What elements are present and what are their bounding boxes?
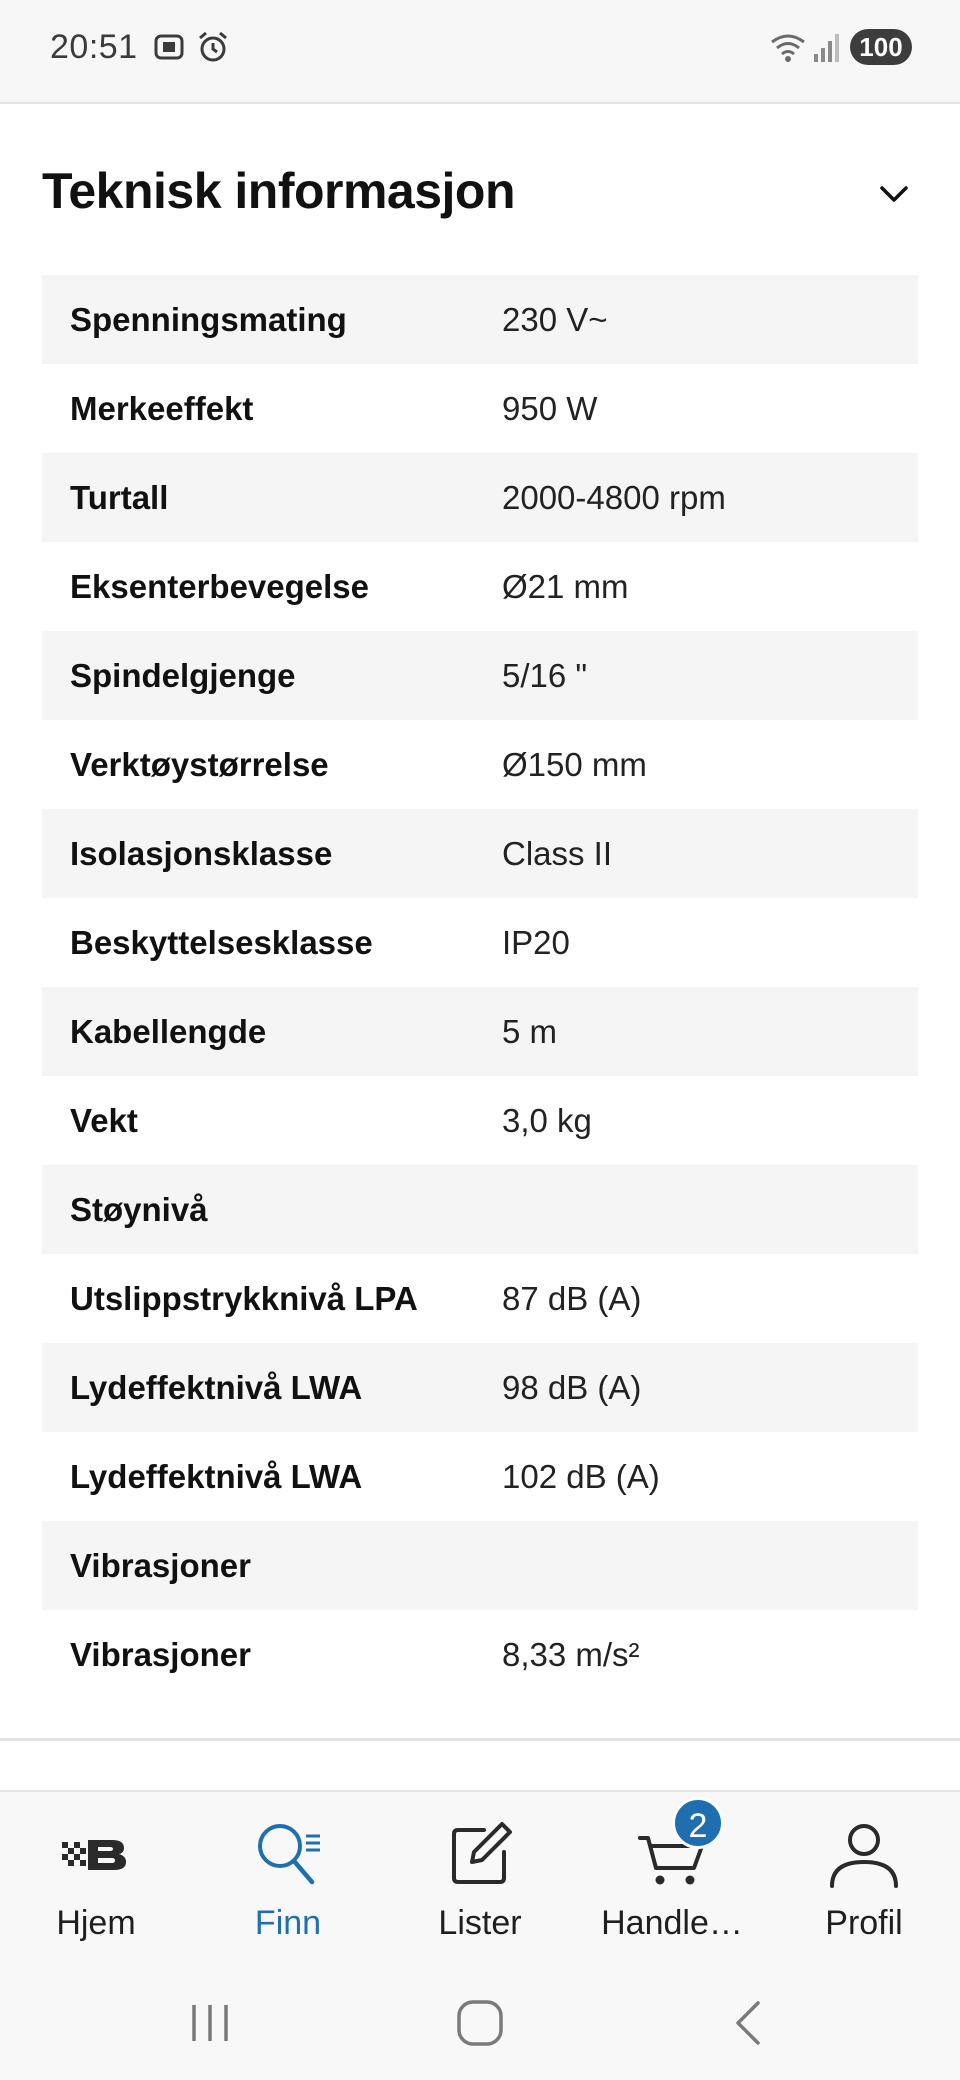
spec-value: 5/16 " bbox=[502, 657, 588, 694]
cart-count-badge: 2 bbox=[672, 1797, 724, 1849]
search-list-icon bbox=[250, 1816, 326, 1892]
home-icon[interactable] bbox=[450, 1993, 510, 2053]
status-time: 20:51 bbox=[50, 28, 138, 66]
wifi-icon bbox=[768, 30, 808, 64]
spec-row bbox=[42, 542, 918, 631]
nav-item-finn[interactable] bbox=[192, 1792, 384, 1967]
screenshot-icon bbox=[152, 30, 186, 64]
spec-row bbox=[42, 1343, 918, 1432]
spec-label: Lydeffektnivå LWA bbox=[70, 1369, 363, 1406]
spec-row bbox=[42, 1254, 918, 1343]
spec-label: Verktøystørrelse bbox=[70, 746, 329, 783]
section-divider bbox=[0, 1738, 960, 1741]
spec-label: Vibrasjoner bbox=[70, 1547, 251, 1584]
alarm-icon bbox=[196, 30, 230, 64]
spec-label: Vekt bbox=[70, 1102, 138, 1139]
edit-list-icon bbox=[442, 1816, 518, 1892]
spec-value: 87 dB (A) bbox=[502, 1280, 642, 1317]
status-bar bbox=[0, 0, 960, 104]
spec-row bbox=[42, 898, 918, 987]
battery-indicator: 100 bbox=[850, 29, 912, 65]
spec-value: 8,33 m/s² bbox=[502, 1636, 640, 1673]
nav-label: Handle… bbox=[601, 1904, 743, 1942]
spec-label: Vibrasjoner bbox=[70, 1636, 251, 1673]
system-nav-bar bbox=[0, 1965, 960, 2080]
spec-row bbox=[42, 987, 918, 1076]
spec-value: 230 V~ bbox=[502, 301, 608, 338]
spec-row bbox=[42, 453, 918, 542]
spec-value: Class II bbox=[502, 835, 613, 872]
spec-label: Utslippstrykknivå LPA bbox=[70, 1280, 418, 1317]
spec-label: Kabellengde bbox=[70, 1013, 267, 1050]
spec-row bbox=[42, 1432, 918, 1521]
spec-row bbox=[42, 275, 918, 364]
section-title: Teknisk informasjon bbox=[42, 163, 516, 219]
spec-row-group-heading bbox=[42, 1521, 918, 1610]
back-icon[interactable] bbox=[720, 1993, 780, 2053]
spec-value: 102 dB (A) bbox=[502, 1458, 660, 1495]
spec-label: Spindelgjenge bbox=[70, 657, 296, 694]
spec-value: 950 W bbox=[502, 390, 598, 427]
spec-label: Støynivå bbox=[70, 1191, 208, 1228]
spec-row bbox=[42, 809, 918, 898]
spec-value: 3,0 kg bbox=[502, 1102, 592, 1139]
spec-label: Turtall bbox=[70, 479, 169, 516]
spec-row bbox=[42, 720, 918, 809]
signal-icon bbox=[812, 30, 842, 64]
spec-value: 98 dB (A) bbox=[502, 1369, 642, 1406]
recent-apps-icon[interactable] bbox=[180, 1993, 240, 2053]
spec-value: IP20 bbox=[502, 924, 570, 961]
spec-label: Spenningsmating bbox=[70, 301, 347, 338]
spec-value: 2000-4800 rpm bbox=[502, 479, 726, 516]
spec-row bbox=[42, 1076, 918, 1165]
profile-icon bbox=[826, 1816, 902, 1892]
nav-label: Finn bbox=[254, 1904, 322, 1942]
nav-item-profil[interactable] bbox=[768, 1792, 960, 1967]
spec-row bbox=[42, 1610, 918, 1699]
nav-item-hjem[interactable] bbox=[0, 1792, 192, 1967]
spec-label: Beskyttelsesklasse bbox=[70, 924, 373, 961]
spec-value: 5 m bbox=[502, 1013, 558, 1050]
section-header-teknisk-informasjon[interactable] bbox=[0, 104, 960, 274]
spec-row bbox=[42, 631, 918, 720]
nav-label: Hjem bbox=[56, 1904, 136, 1942]
spec-table bbox=[42, 275, 918, 1699]
chevron-down-icon[interactable] bbox=[872, 172, 916, 216]
spec-row bbox=[42, 364, 918, 453]
spec-row-group-heading bbox=[42, 1165, 918, 1254]
nav-label: Profil bbox=[825, 1904, 903, 1942]
nav-label: Lister bbox=[438, 1904, 522, 1942]
spec-value: Ø21 mm bbox=[502, 568, 629, 605]
spec-label: Lydeffektnivå LWA bbox=[70, 1458, 363, 1495]
spec-label: Merkeeffekt bbox=[70, 390, 254, 427]
spec-value: Ø150 mm bbox=[502, 746, 647, 783]
spec-label: Eksenterbevegelse bbox=[70, 568, 370, 605]
bottom-nav bbox=[0, 1790, 960, 1965]
nav-item-lister[interactable] bbox=[384, 1792, 576, 1967]
home-logo-icon bbox=[58, 1816, 134, 1892]
spec-label: Isolasjonsklasse bbox=[70, 835, 333, 872]
